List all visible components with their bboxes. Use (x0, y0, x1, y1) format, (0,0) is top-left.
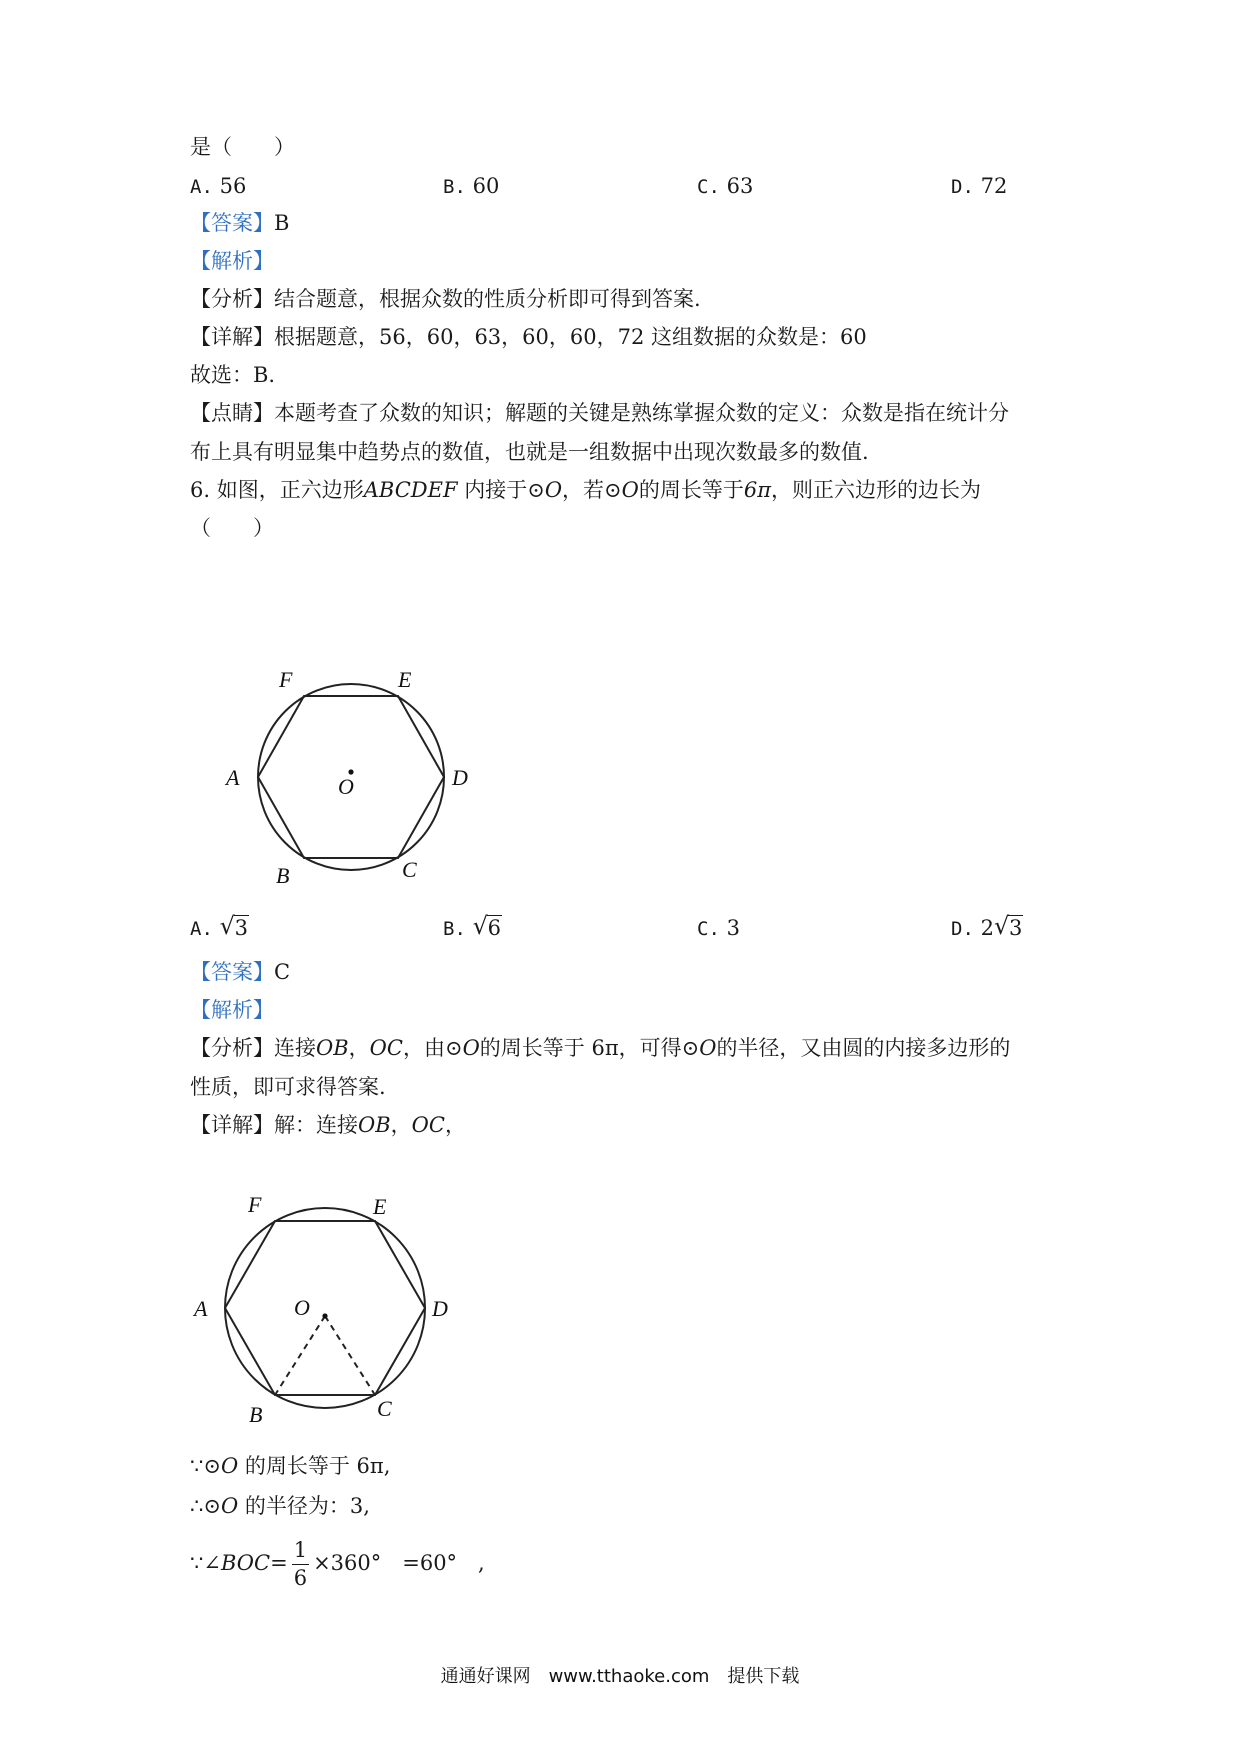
option-letter: A. (190, 176, 213, 198)
angle-name: BOC (220, 1551, 271, 1575)
answer-tag: 【答案】 (190, 960, 274, 984)
q5-conclusion: 故选：B. (190, 363, 276, 387)
label-b: B (276, 863, 290, 888)
stem-text: 如图，正六边形 (216, 478, 364, 502)
label-f: F (248, 1192, 262, 1217)
option-value: 72 (980, 174, 1008, 198)
sqrt-expression (994, 918, 1023, 939)
q6-option-c[interactable] (697, 918, 740, 939)
label-f: F (279, 667, 293, 692)
circle-center: O (220, 1454, 239, 1478)
option-letter: B. (443, 176, 466, 198)
step-text: ∵⊙ (190, 1454, 221, 1478)
radius-oc (325, 1316, 375, 1395)
hexagon (225, 1221, 425, 1395)
stem-text: 内接于⊙ (464, 478, 545, 502)
punctuation: ， (390, 1113, 412, 1137)
equals-sign: = (270, 1551, 288, 1575)
fenxi-text: 结合题意，根据众数的性质分析即可得到答案. (274, 287, 701, 311)
dianjing-tag: 【点睛】 (190, 401, 274, 425)
xiangjie-tag: 【详解】 (190, 325, 274, 349)
q6-analysis-heading (190, 1000, 274, 1021)
radicand: 6 (487, 916, 501, 940)
circle-center: O (699, 1036, 717, 1060)
label-a: A (194, 1296, 208, 1321)
label-c: C (402, 857, 417, 882)
label-a: A (226, 765, 240, 790)
radius-ob (275, 1316, 325, 1395)
q6-answer (190, 962, 290, 983)
center-point (322, 1313, 327, 1318)
answer-tag: 【答案】 (190, 211, 274, 235)
fraction-numerator: 1 (292, 1540, 309, 1565)
label-c: C (377, 1396, 392, 1421)
option-value: 56 (219, 174, 247, 198)
fenxi-text: 的周长等于 6π，可得⊙ (479, 1036, 700, 1060)
q6-paren: （ ） (190, 516, 274, 540)
xiangjie-text: 根据题意，56，60，63，60，60，72 这组数据的众数是：60 (274, 325, 867, 349)
step-text: ∵∠ (190, 1551, 221, 1575)
q5-dianjing-2: 布上具有明显集中趋势点的数值，也就是一组数据中出现次数最多的数值. (190, 440, 869, 464)
fraction (292, 1540, 309, 1589)
option-letter: B. (443, 918, 466, 940)
step-text: 的周长等于 6π, (244, 1454, 391, 1478)
option-value: 63 (726, 174, 754, 198)
q5-analysis-heading (190, 251, 274, 272)
answer-value: C (274, 960, 291, 984)
option-letter: C. (697, 918, 720, 940)
label-e: E (373, 1194, 387, 1219)
hexagon-figure (220, 600, 480, 900)
q5-option-a[interactable] (190, 176, 246, 197)
circle-center: O (220, 1494, 239, 1518)
stem-text: ，若⊙ (562, 478, 622, 502)
fenxi-text: 连接 (274, 1036, 316, 1060)
q5-option-d[interactable] (951, 176, 1007, 197)
stem-text: ，则正六边形的边长为 (771, 478, 982, 502)
label-e: E (398, 667, 412, 692)
option-letter: C. (697, 176, 720, 198)
q6-stem (190, 480, 981, 501)
q6-option-d[interactable] (951, 918, 1023, 939)
label-d: D (452, 765, 468, 790)
step-text: 的半径为：3, (244, 1494, 370, 1518)
q6-step-3 (190, 1540, 485, 1589)
q6-fenxi-2: 性质，即可求得答案. (190, 1075, 386, 1099)
option-value: 60 (472, 174, 500, 198)
step-text: ×360° =60° , (313, 1551, 485, 1575)
hexagon-figure-with-radii (190, 1190, 470, 1430)
q6-fenxi-1 (190, 1038, 1010, 1059)
q5-option-c[interactable] (697, 176, 753, 197)
label-d: D (432, 1296, 448, 1321)
analysis-tag: 【解析】 (190, 249, 274, 273)
stem-text: 的周长等于 (638, 478, 744, 502)
fraction-denominator: 6 (293, 1566, 308, 1590)
segment-oc: OC (411, 1113, 445, 1137)
radicand: 3 (1008, 916, 1023, 940)
q6-step-2 (190, 1496, 370, 1517)
sqrt-expression (473, 918, 502, 939)
option-letter: D. (951, 918, 974, 940)
xiangjie-text: 解：连接 (274, 1113, 358, 1137)
punctuation: ， (444, 1113, 466, 1137)
circumference: 6π (743, 478, 772, 502)
option-letter: A. (190, 918, 213, 940)
label-o: O (338, 774, 354, 799)
option-value: 3 (726, 916, 740, 940)
xiangjie-tag: 【详解】 (190, 1113, 274, 1137)
circle-center: O (621, 478, 639, 502)
q6-step-1 (190, 1456, 390, 1477)
page-footer: 通通好课网 www.tthaoke.com 提供下载 (440, 1666, 800, 1687)
radicand: 3 (234, 916, 248, 940)
circumscribed-circle (225, 1208, 425, 1408)
label-b: B (249, 1402, 263, 1427)
question-number: 6. (190, 478, 211, 502)
q5-dianjing-1 (190, 403, 1009, 424)
q5-stem-tail: 是（ ） (190, 135, 295, 159)
q5-option-b[interactable] (443, 176, 499, 197)
label-o: O (294, 1295, 310, 1320)
option-letter: D. (951, 176, 974, 198)
fenxi-tag: 【分析】 (190, 287, 274, 311)
segment-ob: OB (316, 1036, 349, 1060)
q5-xiangjie (190, 327, 867, 348)
punctuation: ， (348, 1036, 370, 1060)
fenxi-text: ，由⊙ (402, 1036, 463, 1060)
sqrt-expression (220, 918, 249, 939)
dianjing-text: 本题考查了众数的知识；解题的关键是熟练掌握众数的定义：众数是指在统计分 (274, 401, 1009, 425)
hexagon-name: ABCDEF (363, 478, 458, 502)
q6-option-b[interactable] (443, 918, 502, 939)
fenxi-tag: 【分析】 (190, 1036, 274, 1060)
circle-center: O (544, 478, 563, 502)
analysis-tag: 【解析】 (190, 998, 274, 1022)
q5-answer (190, 213, 289, 234)
fenxi-text: 的半径，又由圆的内接多边形的 (716, 1036, 1011, 1060)
coefficient: 2 (980, 916, 994, 940)
q6-option-a[interactable] (190, 918, 249, 939)
circle-center: O (462, 1036, 480, 1060)
segment-oc: OC (369, 1036, 403, 1060)
step-text: ∴⊙ (190, 1494, 221, 1518)
answer-value: B (274, 211, 290, 235)
q6-xiangjie (190, 1115, 466, 1136)
q5-fenxi (190, 289, 701, 310)
segment-ob: OB (358, 1113, 391, 1137)
